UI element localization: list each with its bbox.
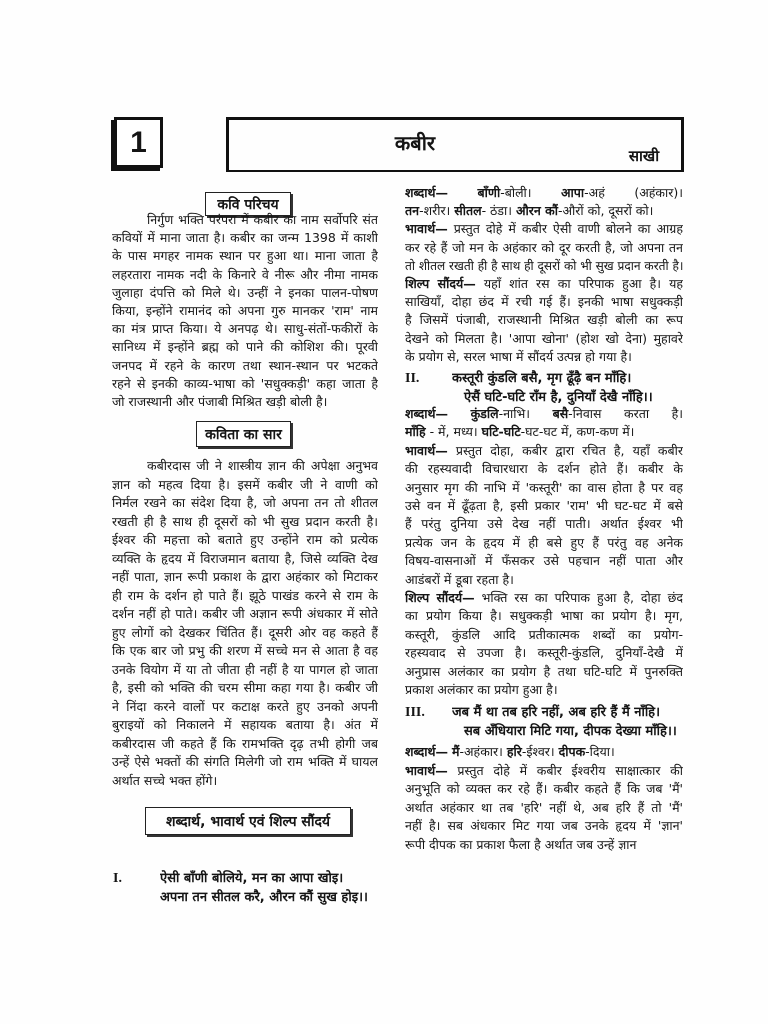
text-section: [405, 589, 683, 699]
verse-line: ऐसी बाँणी बोलिये, मन का आपा खोइ।: [160, 871, 344, 886]
text-line: [405, 799, 683, 818]
verse-lines: [452, 703, 681, 741]
text-section: [405, 442, 683, 589]
gloss-meaning: -औरों को, दूसरों को।: [557, 203, 654, 219]
gloss-meaning: - में, मध्य।: [425, 424, 482, 440]
verse-line: अपना तन सीतल करै, औरन कौं सुख होइ।।: [160, 890, 368, 905]
gloss-term: बाँणी: [477, 185, 501, 200]
line-text: प्रत्येक जन के हृदय में ही बसे हुए हैं परंतु वह अनेक: [405, 534, 683, 550]
gloss-term: सीतल: [454, 203, 482, 219]
line-text: प्रकाश अलंकार का प्रयोग हुआ है।: [405, 682, 558, 698]
text-line: [405, 479, 683, 497]
line-text: प्रस्तुत दोहा, कबीर द्वारा रचित है, यहाँ कबीर: [455, 442, 683, 458]
heading-poet-intro-text: कवि परिचय: [217, 196, 279, 213]
text-line: [405, 836, 683, 855]
gloss-meaning: -अहं (अहंकार)।: [584, 185, 683, 200]
text-line: [405, 589, 683, 607]
text-line: कबीरदास जी ने शास्त्रीय ज्ञान की अपेक्षा अनुभव: [147, 458, 378, 473]
heading-poem-summary: [196, 421, 291, 447]
gloss-term: दीपक: [558, 744, 586, 759]
section-label: शब्दार्थ—: [405, 744, 449, 759]
chapter-title: कबीर: [394, 131, 436, 155]
verse-1: [113, 869, 375, 907]
text-line: ईश्वर की महत्ता को बताते हुए उन्होंने राम को प्रत्येक: [112, 532, 378, 547]
verse-line: ऐसैं घटि-घटि राँम है, दुनियाँ देखै नाँहि।।: [464, 390, 653, 405]
text-section: [405, 762, 683, 855]
text-line: नहीं पाता, ज्ञान रूपी प्रकाश के द्वारा अहंकार को मिटाकर: [112, 569, 378, 584]
heading-word-meaning-analysis: [145, 807, 351, 835]
line-text: के प्रयोग से, सरल भाषा में सौंदर्य उत्पन्न हो गया है।: [405, 348, 632, 364]
text-line: [405, 497, 683, 515]
poet-intro-paragraph: [112, 211, 378, 411]
text-section: [405, 275, 683, 366]
text-line: रखती ही है साथ ही दूसरों को भी सुख प्रदान करती है।: [112, 513, 378, 529]
text-line: [405, 644, 683, 662]
section-label: शिल्प सौंदर्य—: [405, 590, 475, 606]
gloss-meaning: - ठंडा।: [481, 203, 516, 219]
text-section: [405, 220, 683, 275]
text-line: सानिध्य में इन्होंने ब्रह्म को पाने की कोशिश की। पूरवी: [112, 339, 378, 355]
verse-line: कस्तूरी कुंडलि बसै, मृग ढूँढ़ै बन माँहि।: [452, 371, 632, 386]
section-label: शब्दार्थ—: [405, 406, 449, 421]
verse-line: सब अँधियारा मिटि गया, दीपक देख्या माँहि।।: [464, 724, 677, 739]
line-text: तो शीतल रखती ही है साथ ही दूसरों को भी सुख प्रदान करती है।: [405, 257, 683, 273]
chapter-section-name: साखी: [628, 147, 660, 165]
section-label: भावार्थ—: [405, 762, 448, 778]
verse-numeral: I.: [113, 871, 122, 886]
verse-1-explanation: [405, 184, 683, 366]
glossary-section: [405, 184, 683, 220]
text-line: [405, 571, 683, 589]
line-text: अनुसार मृग की नाभि में 'कस्तूरी' का वास होता है पर वह: [405, 479, 683, 495]
text-line: बुराइयों को निकालने में सहायक बताया है। अंत में: [112, 717, 378, 732]
text-line: उन्हें ऐसे भक्तों की संगति मिलेगी जो राम भक्ति में घायल: [112, 754, 378, 769]
gloss-term: आपा: [561, 185, 585, 200]
glossary-section: [405, 405, 683, 442]
verse-lines: [160, 869, 375, 907]
text-line: [405, 460, 683, 478]
text-line: कबीरदास जी कहते हैं कि रामभक्ति दृढ़ तभी होगी जब: [112, 735, 378, 751]
gloss-meaning: -दिया।: [585, 744, 615, 759]
line-text: प्रस्तुत दोहे में कबीर ईश्वरीय साक्षात्कार की: [457, 762, 683, 778]
text-line: [405, 348, 683, 366]
gloss-meaning: -निवास करता है।: [568, 406, 683, 421]
text-line: जुलाहा दंपत्ति को मिले थे। उन्हीं ने इनका पालन-पोषण: [112, 284, 378, 300]
gloss-term: घटि-घटि: [481, 424, 521, 440]
text-line: [405, 202, 683, 220]
line-text: का प्रयोग किया है। सधुक्कड़ी भाषा का प्रयोग है। मृग,: [405, 608, 683, 624]
text-line: लहरतारा नामक नदी के किनारे वे नीरू और नीमा नामक: [112, 266, 378, 282]
gloss-term: कुंडलि: [470, 406, 499, 421]
heading-word-meaning-analysis-text: शब्दार्थ, भावार्थ एवं शिल्प सौंदर्य: [165, 813, 331, 830]
text-line: व्यक्ति के हृदय में विराजमान बताया है, जिसे व्यक्ति देख: [112, 550, 378, 566]
line-text: अर्थात अहंकार था तब 'हरि' नहीं थे, अब हरि हैं तो 'मैं': [405, 799, 683, 815]
line-text: नहीं है। सब अंधकार मिट गया जब उनके हृदय में 'ज्ञान': [405, 818, 683, 834]
line-text: अनुभूति को व्यक्त कर रहे हैं। कबीर कहते हैं कि जब 'मैं': [405, 781, 683, 797]
text-line: दर्शन नहीं हो पाते। कबीर जी अज्ञान रूपी अंधकार में सोते: [112, 606, 378, 621]
text-line: जनपद में रहने के कारण तथा स्थान-स्थान पर भटकते: [112, 357, 378, 373]
text-line: का मंत्र प्राप्त किया। ये अनपढ़ थे। साधु-संतों-फकीरों के: [112, 321, 378, 337]
text-line: जो राजस्थानी और पंजाबी मिश्रित खड़ी बोली है।: [112, 394, 328, 410]
chapter-number: 1: [130, 125, 147, 159]
text-line: [405, 239, 683, 257]
verse-2-explanation: [405, 405, 683, 700]
text-line: [405, 626, 683, 644]
line-text: प्रस्तुत दोहे में कबीर ऐसी वाणी बोलने का आग्रह: [453, 221, 683, 237]
text-line: [405, 184, 683, 202]
text-line: [405, 762, 683, 781]
text-line: हुए लोगों को देखकर चिंतित हैं। दूसरी ओर वह कहते हैं: [112, 624, 378, 640]
line-text: हैं परंतु दुनिया उसे देख नहीं पाती। अर्थात ईश्वर भी: [405, 516, 683, 532]
text-line: [405, 442, 683, 460]
gloss-meaning: -बोली।: [500, 185, 562, 200]
gloss-term: तन: [405, 203, 420, 219]
text-line: [405, 293, 683, 311]
text-line: [405, 743, 683, 762]
verse-3: [405, 703, 681, 741]
text-line: अर्थात सच्चे भक्त होंगे।: [112, 772, 218, 788]
section-label: शिल्प सौंदर्य—: [405, 276, 476, 292]
line-text: कस्तूरी, कुंडलि आदि प्रतीकात्मक शब्दों का प्रयोग-: [405, 626, 683, 642]
section-label: शब्दार्थ—: [405, 185, 449, 200]
text-line: कि एक बार जो प्रभु की शरण में सच्चे मन से आता है वह: [112, 643, 378, 658]
text-line: [405, 780, 683, 799]
verse-line: जब मैं था तब हरि नहीं, अब हरि हैं मैं नाँहि।: [452, 705, 661, 720]
text-line: [405, 275, 683, 293]
text-line: निर्मल रखने का संदेश दिया है, जो अपना तन तो शीतल: [112, 495, 378, 510]
line-text: की रहस्यवादी विचारधारा के दर्शन होते हैं। कबीर के: [405, 461, 683, 477]
text-line: रहने से इनकी काव्य-भाषा को 'सधुक्कड़ी' कहा जाता है: [112, 375, 378, 391]
text-line: [405, 552, 683, 570]
text-line: [405, 817, 683, 836]
text-line: [405, 405, 683, 423]
gloss-term: हरि: [506, 744, 522, 759]
gloss-term: औरन कौं: [515, 203, 558, 219]
line-text: उसे वन में ढूँढ़ता है, इसी प्रकार 'राम' भी घट-घट में बसे: [405, 498, 683, 514]
gloss-meaning: -ईश्वर।: [521, 744, 559, 759]
text-line: निर्गुण भक्ति परंपरा में कबीर का नाम सर्वोपरि संत: [147, 212, 378, 227]
text-line: के पास मगहर नामक स्थान पर हुआ था। माना जाता है: [112, 248, 378, 264]
text-line: कवियों में माना जाता है। कबीर का जन्म 1398 में काशी: [112, 230, 378, 246]
text-line: [405, 681, 683, 699]
poem-summary-paragraph: [112, 457, 378, 790]
gloss-meaning: -शरीर।: [419, 203, 455, 219]
line-text: अनुप्रास अलंकार का प्रयोग है तथा घटि-घटि में पुनरुक्ति: [405, 663, 683, 679]
line-text: विषय-वासनाओं में फँसकर उसे पहचान नहीं पाता और: [405, 553, 683, 569]
gloss-meaning: -घट-घट में, कण-कण में।: [520, 424, 635, 440]
verse-lines: [452, 369, 681, 407]
text-line: ही राम के दर्शन हो पाते हैं। झूठे पाखंड करने से राम के: [112, 587, 378, 603]
gloss-term: मैं: [452, 744, 460, 759]
text-line: [405, 534, 683, 552]
text-line: ज्ञान को महत्व दिया है। इसमें कबीर जी ने वाणी को: [112, 476, 378, 492]
line-text: आडंबरों में डूबा रहता है।: [405, 571, 514, 587]
text-line: [405, 663, 683, 681]
text-line: उनके वियोग में या तो जीता ही नहीं है या पागल हो जाता: [112, 661, 378, 677]
heading-poem-summary-text: कविता का सार: [205, 426, 282, 443]
gloss-term: माँहि: [405, 424, 426, 440]
line-text: रहस्यवाद से उपजा है। कस्तूरी-कुंडलि, दुनियाँ-देखै में: [405, 645, 683, 661]
section-label: भावार्थ—: [405, 442, 448, 458]
gloss-term: बसै: [552, 406, 569, 421]
gloss-meaning: -नाभि।: [498, 406, 553, 421]
text-line: ने निंदा करने वालों पर कटाक्ष करते हुए उनको अपनी: [112, 698, 378, 714]
chapter-number-box: [114, 117, 163, 168]
line-text: भक्ति रस का परिपाक हुआ है, दोहा छंद: [481, 590, 683, 606]
line-text: यहाँ शांत रस का परिपाक हुआ है। यह: [483, 276, 683, 292]
text-line: [405, 220, 683, 238]
text-line: [405, 515, 683, 533]
text-line: [405, 607, 683, 625]
verse-numeral: III.: [405, 705, 425, 720]
line-text: देखने को मिलता है। 'आपा खोना' (होश खो देना) मुहावरे: [405, 330, 683, 346]
glossary-section: [405, 743, 683, 762]
line-text: कर रहे हैं जो मन के अहंकार को दूर करती है, जो अपना तन: [405, 239, 683, 255]
text-line: किया, इन्होंने रामानंद को अपना गुरु मानकर 'राम' नाम: [112, 303, 378, 319]
verse-2: [405, 369, 681, 407]
text-line: [405, 311, 683, 329]
text-line: [405, 257, 683, 275]
line-text: रूपी दीपक का प्रकाश फैला है अर्थात जब उन्हें ज्ञान: [405, 836, 637, 852]
text-line: [405, 330, 683, 348]
text-line: है, इसी को भक्ति की चरम सीमा कहा गया है। कबीर जी: [112, 680, 378, 695]
verse-numeral: II.: [405, 371, 420, 386]
line-text: है जिसमें पंजाबी, राजस्थानी मिश्रित खड़ी बोली का रूप: [405, 312, 683, 328]
gloss-meaning: -अहंकार।: [459, 744, 507, 759]
text-line: [405, 423, 683, 441]
section-label: भावार्थ—: [405, 221, 448, 237]
line-text: साखियाँ, दोहा छंद में रची गई हैं। इनकी भाषा सधुक्कड़ी: [405, 294, 683, 310]
verse-3-explanation: [405, 743, 683, 855]
